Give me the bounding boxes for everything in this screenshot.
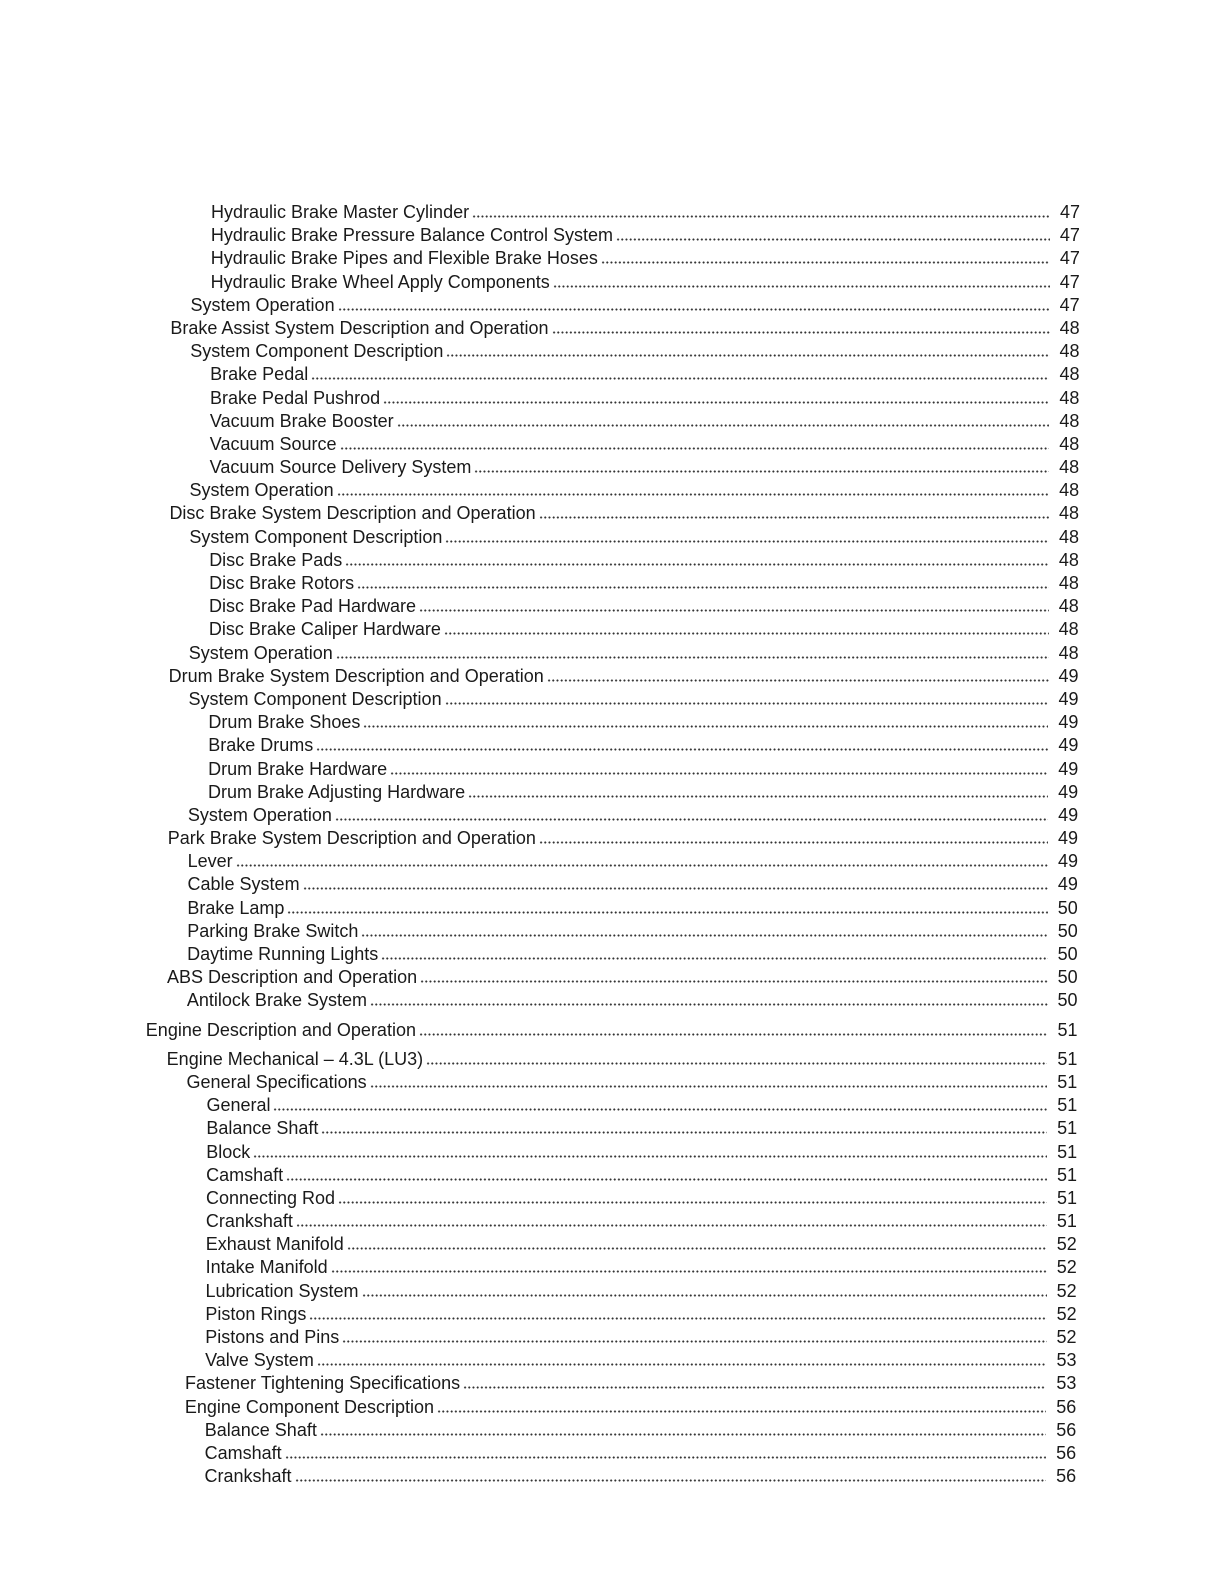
toc-entry [0, 572, 1079, 595]
toc-entry [0, 340, 1080, 363]
toc-entry-title: Cable System [187, 874, 300, 895]
dot-leader [286, 1164, 1047, 1181]
toc-entry [0, 1141, 1077, 1164]
toc-entry [0, 456, 1079, 479]
toc-entry-page-number: 47 [1059, 202, 1080, 222]
toc-entry-page-number: 51 [1057, 1095, 1078, 1116]
toc-entry [0, 1210, 1077, 1233]
toc-entry-title: Exhaust Manifold [205, 1234, 344, 1255]
dot-leader [336, 642, 1049, 659]
toc-entry [0, 804, 1078, 827]
toc-entry-page-number: 52 [1056, 1234, 1077, 1255]
dot-leader [357, 572, 1049, 589]
toc-entry-page-number: 47 [1059, 271, 1080, 292]
toc-entry-page-number: 49 [1058, 688, 1079, 709]
dot-leader [437, 1396, 1046, 1413]
toc-entry-page-number: 56 [1056, 1466, 1077, 1487]
dot-leader [419, 595, 1049, 612]
toc-entry-title: Disc Brake Pad Hardware [208, 596, 417, 617]
toc-entry-page-number: 53 [1056, 1373, 1077, 1394]
toc-entry-title: Vacuum Source [209, 433, 337, 454]
toc-entry-page-number: 49 [1058, 735, 1079, 756]
dot-leader [444, 618, 1049, 635]
table-of-contents [0, 201, 1224, 1488]
toc-entry-title: Block [206, 1141, 251, 1162]
dot-leader [340, 433, 1050, 450]
dot-leader [309, 1303, 1046, 1320]
toc-entry-page-number: 51 [1057, 1118, 1078, 1139]
toc-entry-page-number: 50 [1057, 990, 1078, 1011]
toc-entry-title: System Operation [190, 294, 335, 315]
dot-leader [472, 201, 1050, 218]
toc-entry-page-number: 47 [1059, 248, 1080, 269]
toc-entry [0, 734, 1078, 757]
toc-entry-page-number: 53 [1056, 1350, 1077, 1371]
toc-entry [0, 1396, 1076, 1419]
toc-entry-page-number: 51 [1057, 1071, 1078, 1092]
toc-entry [0, 1117, 1077, 1140]
dot-leader [446, 340, 1049, 357]
toc-entry [0, 433, 1079, 456]
toc-entry-title: Brake Lamp [187, 897, 285, 918]
toc-entry-page-number: 48 [1059, 457, 1080, 478]
toc-entry-title: Crankshaft [205, 1211, 293, 1232]
toc-entry-title: Valve System [205, 1350, 314, 1371]
dot-leader [539, 502, 1049, 519]
dot-leader [285, 1442, 1047, 1459]
toc-entry-page-number: 48 [1059, 433, 1080, 454]
toc-entry-title: Drum Brake System Description and Operation [168, 665, 544, 686]
toc-entry [0, 1303, 1077, 1326]
dot-leader [335, 804, 1048, 821]
dot-leader [361, 920, 1047, 937]
toc-entry-page-number: 48 [1059, 387, 1080, 408]
toc-entry-page-number: 52 [1056, 1257, 1077, 1278]
toc-entry-page-number: 48 [1058, 549, 1079, 570]
toc-entry [0, 618, 1079, 641]
toc-entry-page-number: 56 [1056, 1442, 1077, 1463]
toc-entry-title: Disc Brake System Description and Operation [169, 503, 536, 524]
toc-entry-title: ABS Description and Operation [167, 967, 418, 988]
dot-leader [345, 549, 1049, 566]
dot-leader [474, 456, 1049, 473]
toc-entry [0, 502, 1079, 525]
toc-entry-title: Connecting Rod [205, 1187, 336, 1208]
toc-entry [0, 410, 1079, 433]
dot-leader [347, 1233, 1047, 1250]
toc-entry-title: Brake Drums [208, 735, 314, 756]
toc-entry [0, 897, 1078, 920]
toc-entry-page-number: 48 [1059, 480, 1080, 501]
toc-entry-title: Camshaft [206, 1164, 284, 1185]
toc-entry-title: Fastener Tightening Specifications [185, 1373, 461, 1394]
toc-entry-page-number: 47 [1059, 294, 1080, 315]
toc-entry-page-number: 51 [1057, 1164, 1078, 1185]
toc-entry [0, 1233, 1077, 1256]
toc-entry [0, 1372, 1076, 1395]
toc-entry [0, 642, 1079, 665]
toc-entry [0, 1256, 1077, 1279]
toc-entry [0, 665, 1079, 688]
toc-entry [0, 1019, 1077, 1042]
toc-entry-page-number: 48 [1059, 503, 1080, 524]
toc-entry-title: Camshaft [204, 1442, 282, 1463]
toc-entry-title: System Component Description [188, 688, 442, 709]
dot-leader [331, 1256, 1047, 1273]
dot-leader [381, 943, 1047, 960]
toc-entry-page-number: 49 [1058, 712, 1079, 733]
toc-entry-page-number: 49 [1057, 874, 1078, 895]
toc-entry-title: Disc Brake Rotors [209, 573, 355, 593]
toc-entry [0, 920, 1078, 943]
toc-entry-page-number: 56 [1056, 1396, 1077, 1417]
dot-leader [419, 1019, 1048, 1036]
toc-entry [0, 1419, 1076, 1442]
toc-entry-page-number: 48 [1059, 341, 1080, 362]
toc-entry-title: System Operation [189, 480, 334, 501]
toc-entry-page-number: 48 [1059, 364, 1080, 385]
dot-leader [445, 526, 1049, 543]
dot-leader [370, 989, 1048, 1006]
dot-leader [342, 1326, 1046, 1343]
toc-entry-page-number: 48 [1058, 526, 1079, 547]
toc-entry [0, 479, 1079, 502]
toc-entry [0, 1048, 1077, 1071]
dot-leader [383, 387, 1049, 404]
toc-entry-page-number: 51 [1056, 1211, 1077, 1232]
dot-leader [553, 271, 1050, 288]
dot-leader [303, 873, 1048, 890]
toc-entry [0, 688, 1078, 711]
toc-entry-page-number: 56 [1056, 1419, 1077, 1440]
toc-entry-page-number: 50 [1057, 944, 1078, 964]
toc-entry-title: Hydraulic Brake Pressure Balance Control System [210, 225, 614, 246]
toc-entry-title: System Operation [188, 642, 333, 663]
toc-entry-page-number: 48 [1058, 573, 1079, 593]
toc-entry-page-number: 52 [1056, 1303, 1077, 1324]
toc-entry-title: Hydraulic Brake Master Cylinder [211, 202, 470, 222]
toc-entry-title: Balance Shaft [206, 1118, 319, 1139]
dot-leader [426, 1048, 1047, 1065]
toc-entry [0, 758, 1078, 781]
toc-entry [0, 387, 1079, 410]
dot-leader [552, 317, 1050, 334]
toc-entry [0, 363, 1079, 386]
toc-entry-title: Vacuum Brake Booster [209, 410, 394, 431]
dot-leader [287, 897, 1047, 914]
dot-leader [273, 1094, 1047, 1111]
toc-entry [0, 711, 1078, 734]
toc-entry-title: Brake Pedal Pushrod [210, 387, 381, 408]
toc-entry-page-number: 50 [1057, 920, 1078, 941]
toc-entry-title: Engine Component Description [184, 1396, 435, 1417]
toc-entry-title: Drum Brake Shoes [208, 712, 361, 733]
toc-entry-page-number: 51 [1056, 1187, 1077, 1208]
toc-entry-page-number: 52 [1056, 1280, 1077, 1301]
dot-leader [362, 1280, 1047, 1297]
toc-entry-title: Daytime Running Lights [187, 944, 379, 964]
dot-leader [337, 479, 1050, 496]
toc-entry-title: Crankshaft [204, 1466, 292, 1487]
toc-entry [0, 1349, 1076, 1372]
dot-leader [295, 1465, 1047, 1482]
toc-entry-title: Disc Brake Pads [209, 549, 343, 570]
toc-entry-title: Engine Description and Operation [145, 1019, 416, 1040]
toc-entry-page-number: 50 [1057, 897, 1078, 918]
toc-entry-title: Lubrication System [205, 1280, 359, 1301]
dot-leader [296, 1210, 1047, 1227]
toc-entry [0, 781, 1078, 804]
toc-entry [0, 317, 1080, 340]
toc-entry-title: Balance Shaft [204, 1419, 317, 1440]
toc-entry [0, 201, 1080, 224]
toc-entry [0, 595, 1079, 618]
toc-entry-page-number: 49 [1058, 665, 1079, 686]
toc-entry [0, 1280, 1077, 1303]
toc-entry-page-number: 48 [1059, 317, 1080, 338]
dot-leader [445, 688, 1049, 705]
toc-entry [0, 1187, 1077, 1210]
dot-leader [463, 1372, 1046, 1389]
toc-entry-title: Hydraulic Brake Pipes and Flexible Brake Hoses [210, 248, 598, 269]
toc-entry [0, 294, 1080, 317]
toc-entry-title: Engine Mechanical – 4.3L (LU3) [166, 1048, 424, 1069]
toc-entry-page-number: 51 [1057, 1141, 1078, 1162]
toc-entry-page-number: 51 [1057, 1048, 1078, 1069]
toc-entry-page-number: 50 [1057, 967, 1078, 988]
toc-entry-title: System Component Description [189, 526, 443, 547]
dot-leader [420, 966, 1047, 983]
toc-entry-page-number: 49 [1058, 804, 1079, 825]
toc-entry-title: Hydraulic Brake Wheel Apply Components [210, 271, 550, 292]
dot-leader [311, 363, 1049, 380]
toc-entry-title: Vacuum Source Delivery System [209, 457, 472, 478]
dot-leader [468, 781, 1048, 798]
toc-entry [0, 989, 1078, 1012]
toc-entry-page-number: 49 [1057, 851, 1078, 872]
toc-entry [0, 966, 1078, 989]
dot-leader [338, 1187, 1047, 1204]
toc-entry-page-number: 48 [1058, 619, 1079, 640]
toc-entry-title: Drum Brake Adjusting Hardware [208, 781, 466, 802]
toc-entry-title: Brake Pedal [210, 364, 309, 385]
dot-leader [338, 294, 1050, 311]
dot-leader [601, 247, 1050, 264]
toc-entry [0, 271, 1080, 294]
toc-entry-title: Piston Rings [205, 1303, 307, 1324]
dot-leader [316, 734, 1048, 751]
toc-entry-page-number: 49 [1058, 758, 1079, 779]
toc-entry-page-number: 49 [1058, 781, 1079, 802]
dot-leader [397, 410, 1050, 427]
toc-entry-title: Intake Manifold [205, 1257, 328, 1278]
toc-entry [0, 247, 1080, 270]
toc-entry-title: Disc Brake Caliper Hardware [208, 619, 441, 640]
toc-entry-title: Park Brake System Description and Operation [167, 828, 536, 849]
toc-entry [0, 943, 1078, 966]
toc-entry [0, 827, 1078, 850]
toc-entry-title: System Operation [187, 804, 332, 825]
dot-leader [547, 665, 1049, 682]
dot-leader [616, 224, 1050, 241]
toc-entry [0, 526, 1079, 549]
toc-entry-page-number: 49 [1058, 828, 1079, 849]
dot-leader [390, 758, 1048, 775]
toc-entry-title: Antilock Brake System [186, 990, 367, 1011]
dot-leader [321, 1117, 1047, 1134]
dot-leader [317, 1349, 1047, 1366]
toc-entry-page-number: 48 [1058, 642, 1079, 663]
toc-entry [0, 549, 1079, 572]
toc-entry-title: Lever [187, 851, 233, 872]
toc-entry-page-number: 48 [1058, 596, 1079, 617]
toc-entry [0, 224, 1080, 247]
dot-leader [363, 711, 1048, 728]
toc-entry-title: Brake Assist System Description and Operation [170, 317, 549, 338]
toc-entry [0, 1164, 1077, 1187]
dot-leader [236, 850, 1048, 867]
dot-leader [253, 1141, 1047, 1158]
toc-entry [0, 1326, 1077, 1349]
dot-leader [539, 827, 1048, 844]
dot-leader [370, 1071, 1048, 1088]
toc-entry [0, 873, 1078, 896]
toc-entry-page-number: 47 [1059, 225, 1080, 246]
toc-entry-title: Drum Brake Hardware [208, 758, 388, 779]
toc-entry [0, 1094, 1077, 1117]
toc-entry-title: Pistons and Pins [205, 1327, 340, 1347]
toc-entry-title: General Specifications [186, 1071, 367, 1092]
toc-entry [0, 850, 1078, 873]
toc-entry [0, 1071, 1077, 1094]
toc-entry [0, 1465, 1076, 1488]
toc-entry-page-number: 48 [1059, 410, 1080, 431]
toc-entry-title: General [206, 1095, 271, 1116]
toc-entry-title: System Component Description [190, 341, 444, 362]
toc-entry [0, 1442, 1076, 1465]
toc-entry-page-number: 51 [1057, 1019, 1078, 1040]
dot-leader [320, 1419, 1046, 1436]
toc-entry-title: Parking Brake Switch [187, 920, 359, 941]
toc-entry-page-number: 52 [1056, 1327, 1077, 1347]
